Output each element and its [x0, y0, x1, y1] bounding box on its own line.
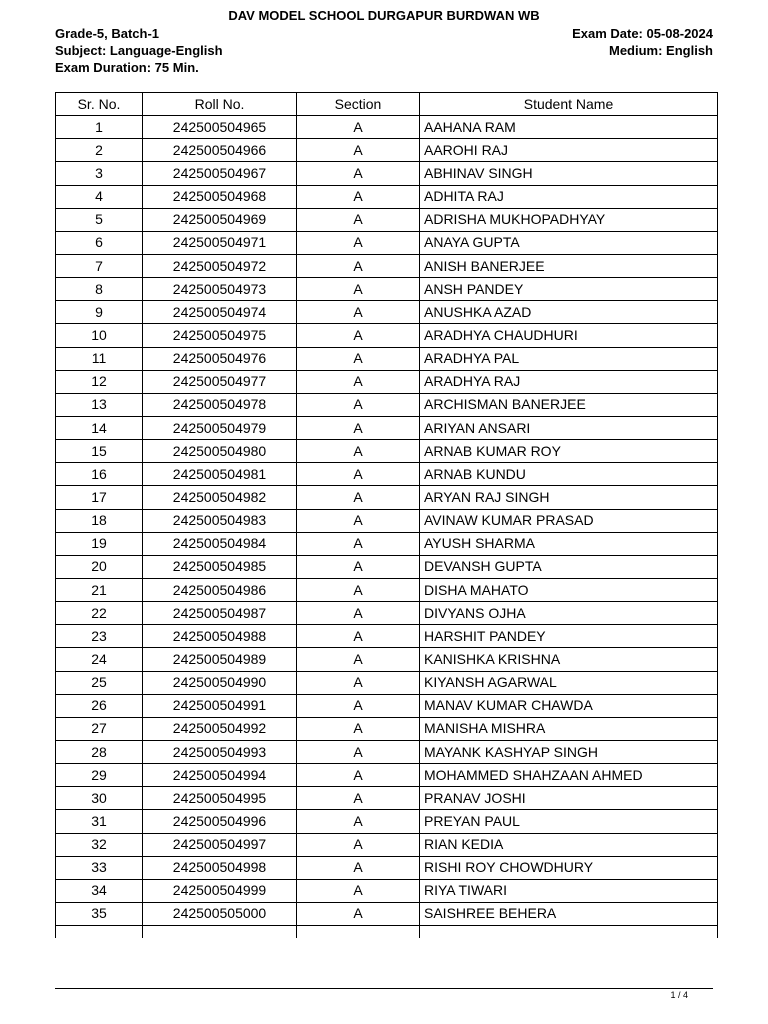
table-row	[56, 301, 718, 324]
section-cell: A	[297, 208, 420, 231]
school-title: DAV MODEL SCHOOL DURGAPUR BURDWAN WB	[228, 8, 540, 23]
sr-no-cell: 11	[56, 347, 143, 370]
table-row	[56, 185, 718, 208]
section-cell: A	[297, 555, 420, 578]
roll-no-cell: 242500504974	[143, 301, 297, 324]
section-cell: A	[297, 324, 420, 347]
table-row	[56, 902, 718, 925]
section-cell: A	[297, 463, 420, 486]
table-row	[56, 162, 718, 185]
sr-no-cell: 8	[56, 278, 143, 301]
sr-no-cell: 14	[56, 416, 143, 439]
sr-no-cell: 17	[56, 486, 143, 509]
sr-no-cell: 23	[56, 625, 143, 648]
student-name-cell: RIAN KEDIA	[420, 833, 718, 856]
sr-no-cell: 26	[56, 694, 143, 717]
table-row	[56, 486, 718, 509]
section-cell: A	[297, 648, 420, 671]
roll-no-cell: 242500504994	[143, 764, 297, 787]
sr-no-cell: 6	[56, 231, 143, 254]
sr-no-cell: 13	[56, 393, 143, 416]
table-row	[56, 740, 718, 763]
table-row	[56, 208, 718, 231]
empty-cell	[56, 926, 143, 939]
roll-no-cell: 242500504971	[143, 231, 297, 254]
roll-no-cell: 242500504985	[143, 555, 297, 578]
roll-no-cell: 242500504968	[143, 185, 297, 208]
student-name-cell: ARYAN RAJ SINGH	[420, 486, 718, 509]
section-cell: A	[297, 578, 420, 601]
section-cell: A	[297, 416, 420, 439]
column-header-section: Section	[297, 93, 420, 116]
roll-no-cell: 242500504993	[143, 740, 297, 763]
sr-no-cell: 32	[56, 833, 143, 856]
table-row	[56, 440, 718, 463]
section-cell: A	[297, 254, 420, 277]
table-row	[56, 833, 718, 856]
student-name-cell: ANISH BANERJEE	[420, 254, 718, 277]
table-row	[56, 555, 718, 578]
section-cell: A	[297, 671, 420, 694]
student-name-cell: ARNAB KUMAR ROY	[420, 440, 718, 463]
student-name-cell: MAYANK KASHYAP SINGH	[420, 740, 718, 763]
student-name-cell: ARCHISMAN BANERJEE	[420, 393, 718, 416]
sr-no-cell: 35	[56, 902, 143, 925]
roll-no-cell: 242500504987	[143, 602, 297, 625]
roll-no-cell: 242500504982	[143, 486, 297, 509]
column-header-sr-no: Sr. No.	[56, 93, 143, 116]
roll-no-cell: 242500504976	[143, 347, 297, 370]
student-name-cell: MOHAMMED SHAHZAAN AHMED	[420, 764, 718, 787]
table-row	[56, 416, 718, 439]
table-continuation-row	[56, 926, 718, 939]
table-row	[56, 578, 718, 601]
page-number: 1 / 4	[670, 990, 688, 1000]
roll-no-cell: 242500504975	[143, 324, 297, 347]
section-cell: A	[297, 787, 420, 810]
table-row	[56, 532, 718, 555]
roll-no-cell: 242500504973	[143, 278, 297, 301]
table-row	[56, 764, 718, 787]
sr-no-cell: 10	[56, 324, 143, 347]
sr-no-cell: 18	[56, 509, 143, 532]
student-name-cell: RIYA TIWARI	[420, 879, 718, 902]
empty-cell	[420, 926, 718, 939]
section-cell: A	[297, 185, 420, 208]
student-name-cell: AVINAW KUMAR PRASAD	[420, 509, 718, 532]
sr-no-cell: 16	[56, 463, 143, 486]
table-row	[56, 231, 718, 254]
sr-no-cell: 29	[56, 764, 143, 787]
table-row	[56, 671, 718, 694]
section-cell: A	[297, 740, 420, 763]
empty-cell	[143, 926, 297, 939]
section-cell: A	[297, 231, 420, 254]
student-name-cell: ABHINAV SINGH	[420, 162, 718, 185]
sr-no-cell: 1	[56, 116, 143, 139]
student-name-cell: PREYAN PAUL	[420, 810, 718, 833]
student-name-cell: ARIYAN ANSARI	[420, 416, 718, 439]
table-row	[56, 139, 718, 162]
section-cell: A	[297, 347, 420, 370]
student-name-cell: AAROHI RAJ	[420, 139, 718, 162]
roll-no-cell: 242500504972	[143, 254, 297, 277]
table-row	[56, 717, 718, 740]
roll-no-cell: 242500504986	[143, 578, 297, 601]
sr-no-cell: 25	[56, 671, 143, 694]
section-cell: A	[297, 625, 420, 648]
roll-no-cell: 242500504990	[143, 671, 297, 694]
roll-no-cell: 242500504981	[143, 463, 297, 486]
table-row	[56, 810, 718, 833]
student-name-cell: ARADHYA CHAUDHURI	[420, 324, 718, 347]
sr-no-cell: 34	[56, 879, 143, 902]
roll-no-cell: 242500504977	[143, 370, 297, 393]
student-name-cell: MANAV KUMAR CHAWDA	[420, 694, 718, 717]
student-name-cell: ANAYA GUPTA	[420, 231, 718, 254]
student-name-cell: PRANAV JOSHI	[420, 787, 718, 810]
section-cell: A	[297, 116, 420, 139]
roll-no-cell: 242500504979	[143, 416, 297, 439]
section-cell: A	[297, 440, 420, 463]
roll-no-cell: 242500504969	[143, 208, 297, 231]
sr-no-cell: 5	[56, 208, 143, 231]
section-cell: A	[297, 856, 420, 879]
section-cell: A	[297, 278, 420, 301]
column-header-roll-no: Roll No.	[143, 93, 297, 116]
student-name-cell: DEVANSH GUPTA	[420, 555, 718, 578]
roll-no-cell: 242500504967	[143, 162, 297, 185]
student-name-cell: AYUSH SHARMA	[420, 532, 718, 555]
student-name-cell: DIVYANS OJHA	[420, 602, 718, 625]
section-cell: A	[297, 602, 420, 625]
section-cell: A	[297, 139, 420, 162]
table-row	[56, 509, 718, 532]
sr-no-cell: 2	[56, 139, 143, 162]
sr-no-cell: 19	[56, 532, 143, 555]
table-header-row	[56, 93, 718, 116]
sr-no-cell: 3	[56, 162, 143, 185]
section-cell: A	[297, 810, 420, 833]
column-header-student-name: Student Name	[420, 93, 718, 116]
section-cell: A	[297, 833, 420, 856]
student-name-cell: MANISHA MISHRA	[420, 717, 718, 740]
sr-no-cell: 22	[56, 602, 143, 625]
table-row	[56, 116, 718, 139]
student-name-cell: DISHA MAHATO	[420, 578, 718, 601]
student-name-cell: AAHANA RAM	[420, 116, 718, 139]
table-row	[56, 347, 718, 370]
table-row	[56, 602, 718, 625]
sr-no-cell: 9	[56, 301, 143, 324]
table-row	[56, 694, 718, 717]
student-name-cell: SAISHREE BEHERA	[420, 902, 718, 925]
footer-divider	[55, 988, 713, 989]
roll-no-cell: 242500504995	[143, 787, 297, 810]
student-name-cell: KIYANSH AGARWAL	[420, 671, 718, 694]
student-name-cell: ARADHYA PAL	[420, 347, 718, 370]
table-row	[56, 278, 718, 301]
medium: Medium: English	[609, 43, 713, 58]
exam-duration: Exam Duration: 75 Min.	[55, 60, 199, 75]
section-cell: A	[297, 509, 420, 532]
sr-no-cell: 28	[56, 740, 143, 763]
section-cell: A	[297, 301, 420, 324]
table-row	[56, 879, 718, 902]
roll-no-cell: 242500504989	[143, 648, 297, 671]
section-cell: A	[297, 764, 420, 787]
table-row	[56, 856, 718, 879]
sr-no-cell: 30	[56, 787, 143, 810]
sr-no-cell: 31	[56, 810, 143, 833]
sr-no-cell: 33	[56, 856, 143, 879]
student-name-cell: RISHI ROY CHOWDHURY	[420, 856, 718, 879]
roll-no-cell: 242500504996	[143, 810, 297, 833]
roll-no-cell: 242500504997	[143, 833, 297, 856]
section-cell: A	[297, 532, 420, 555]
section-cell: A	[297, 393, 420, 416]
student-roster-table	[55, 92, 718, 938]
roll-no-cell: 242500504988	[143, 625, 297, 648]
roll-no-cell: 242500504983	[143, 509, 297, 532]
exam-date: Exam Date: 05-08-2024	[572, 26, 713, 41]
section-cell: A	[297, 162, 420, 185]
student-name-cell: ANUSHKA AZAD	[420, 301, 718, 324]
roll-no-cell: 242500504998	[143, 856, 297, 879]
student-name-cell: KANISHKA KRISHNA	[420, 648, 718, 671]
section-cell: A	[297, 694, 420, 717]
section-cell: A	[297, 879, 420, 902]
roll-no-cell: 242500505000	[143, 902, 297, 925]
sr-no-cell: 4	[56, 185, 143, 208]
student-name-cell: ARNAB KUNDU	[420, 463, 718, 486]
empty-cell	[297, 926, 420, 939]
student-name-cell: ADHITA RAJ	[420, 185, 718, 208]
sr-no-cell: 15	[56, 440, 143, 463]
sr-no-cell: 21	[56, 578, 143, 601]
roll-no-cell: 242500504966	[143, 139, 297, 162]
sr-no-cell: 27	[56, 717, 143, 740]
table-row	[56, 625, 718, 648]
section-cell: A	[297, 486, 420, 509]
section-cell: A	[297, 717, 420, 740]
section-cell: A	[297, 902, 420, 925]
roll-no-cell: 242500504984	[143, 532, 297, 555]
roll-no-cell: 242500504992	[143, 717, 297, 740]
roll-no-cell: 242500504999	[143, 879, 297, 902]
table-row	[56, 463, 718, 486]
student-name-cell: ADRISHA MUKHOPADHYAY	[420, 208, 718, 231]
table-row	[56, 393, 718, 416]
table-row	[56, 370, 718, 393]
table-row	[56, 787, 718, 810]
sr-no-cell: 12	[56, 370, 143, 393]
table-row	[56, 254, 718, 277]
student-name-cell: ARADHYA RAJ	[420, 370, 718, 393]
roll-no-cell: 242500504965	[143, 116, 297, 139]
grade-batch: Grade-5, Batch-1	[55, 26, 160, 41]
section-cell: A	[297, 370, 420, 393]
sr-no-cell: 20	[56, 555, 143, 578]
roll-no-cell: 242500504980	[143, 440, 297, 463]
table-row	[56, 648, 718, 671]
table-row	[56, 324, 718, 347]
roll-no-cell: 242500504978	[143, 393, 297, 416]
roll-no-cell: 242500504991	[143, 694, 297, 717]
subject: Subject: Language-English	[55, 43, 223, 58]
student-name-cell: ANSH PANDEY	[420, 278, 718, 301]
table-body	[56, 116, 718, 938]
sr-no-cell: 24	[56, 648, 143, 671]
student-name-cell: HARSHIT PANDEY	[420, 625, 718, 648]
sr-no-cell: 7	[56, 254, 143, 277]
